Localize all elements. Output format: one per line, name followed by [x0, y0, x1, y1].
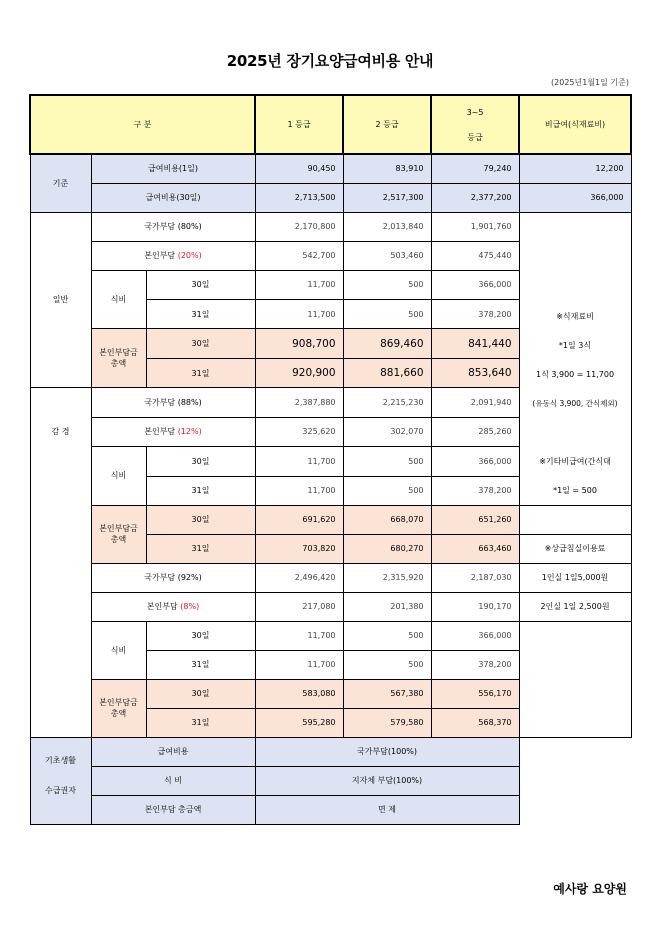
header-grade1: 1 등급 [255, 95, 343, 154]
reduced-label: 감 경 [30, 388, 91, 738]
table-row: 국가부담 (92%) 2,496,420 2,315,920 2,187,030 1인실 1일5,000원 [30, 563, 631, 592]
cost-table [29, 94, 632, 825]
facility-name: 예사랑 요양원 [553, 882, 627, 896]
table-row: 급여비용(30일) 2,713,500 2,517,300 2,377,200 366,000 [30, 183, 631, 212]
table-row: 식 비 지자체 부담(100%) [30, 766, 631, 795]
table-row: 식비 30일 11,700 500 366,000 [30, 621, 631, 650]
table-row: 본인부담 (20%) 542,700 503,460 475,440 [30, 241, 631, 270]
table-row: 감 경 국가부담 (88%) 2,387,880 2,215,230 2,091,940 [30, 388, 631, 418]
basis-label: 기준 [30, 154, 91, 212]
header-nonbenefit: 비급여(식재료비) [519, 95, 631, 154]
table-row: 31일 11,700 500 378,200 [30, 650, 631, 679]
table-row: 기준 급여비용(1일) 90,450 83,910 79,240 12,200 [30, 154, 631, 183]
table-row: 31일 595,280 579,580 568,370 [30, 708, 631, 737]
table-row: 기초생활 수급권자 급여비용 국가부담(100%) [30, 737, 631, 766]
table-row: 식비 30일 11,700 500 366,000 [30, 446, 631, 476]
table-row: 본인부담금 총액 30일 691,620 668,070 651,260 [30, 505, 631, 534]
table-row: 일반 국가부담 (80%) 2,170,800 2,013,840 1,901,760 ※식재료비 *1일 3식 1식 3,900 = 11,700 (유동식 3,900, 간식제외) ※기타비급여(간식대 *1일 = 500 [30, 212, 631, 241]
reference-date: (2025년1월1일 기준) [551, 78, 629, 87]
table-row: 31일 11,700 500 378,200 [30, 476, 631, 505]
table-row: 본인부담 총금액 면 제 [30, 795, 631, 824]
table-row: 31일 920,900 881,660 853,640 [30, 359, 631, 388]
notes-column: ※식재료비 *1일 3식 1식 3,900 = 11,700 (유동식 3,900, 간식제외) ※기타비급여(간식대 *1일 = 500 [519, 212, 631, 505]
table-row: 본인부담 (12%) 325,620 302,070 285,260 [30, 417, 631, 446]
table-row: 본인부담금 총액 30일 583,080 567,380 556,170 [30, 679, 631, 708]
page-title: 2025년 장기요양급여비용 안내 [226, 52, 434, 70]
header-category: 구 분 [30, 95, 255, 154]
header-row [30, 95, 631, 154]
table-row: 31일 11,700 500 378,200 [30, 300, 631, 329]
table-row: 본인부담금 총액 30일 908,700 869,460 841,440 [30, 329, 631, 359]
table-row: 본인부담 (8%) 217,080 201,380 190,170 2인실 1일 2,500원 [30, 592, 631, 621]
general-label: 일반 [30, 212, 91, 388]
table-row: 31일 703,820 680,270 663,460 ※상급침실이용료 [30, 534, 631, 563]
header-grade2: 2 등급 [343, 95, 431, 154]
table-row: 식비 30일 11,700 500 366,000 [30, 270, 631, 300]
header-grade35: 3~5 등급 [431, 95, 519, 154]
